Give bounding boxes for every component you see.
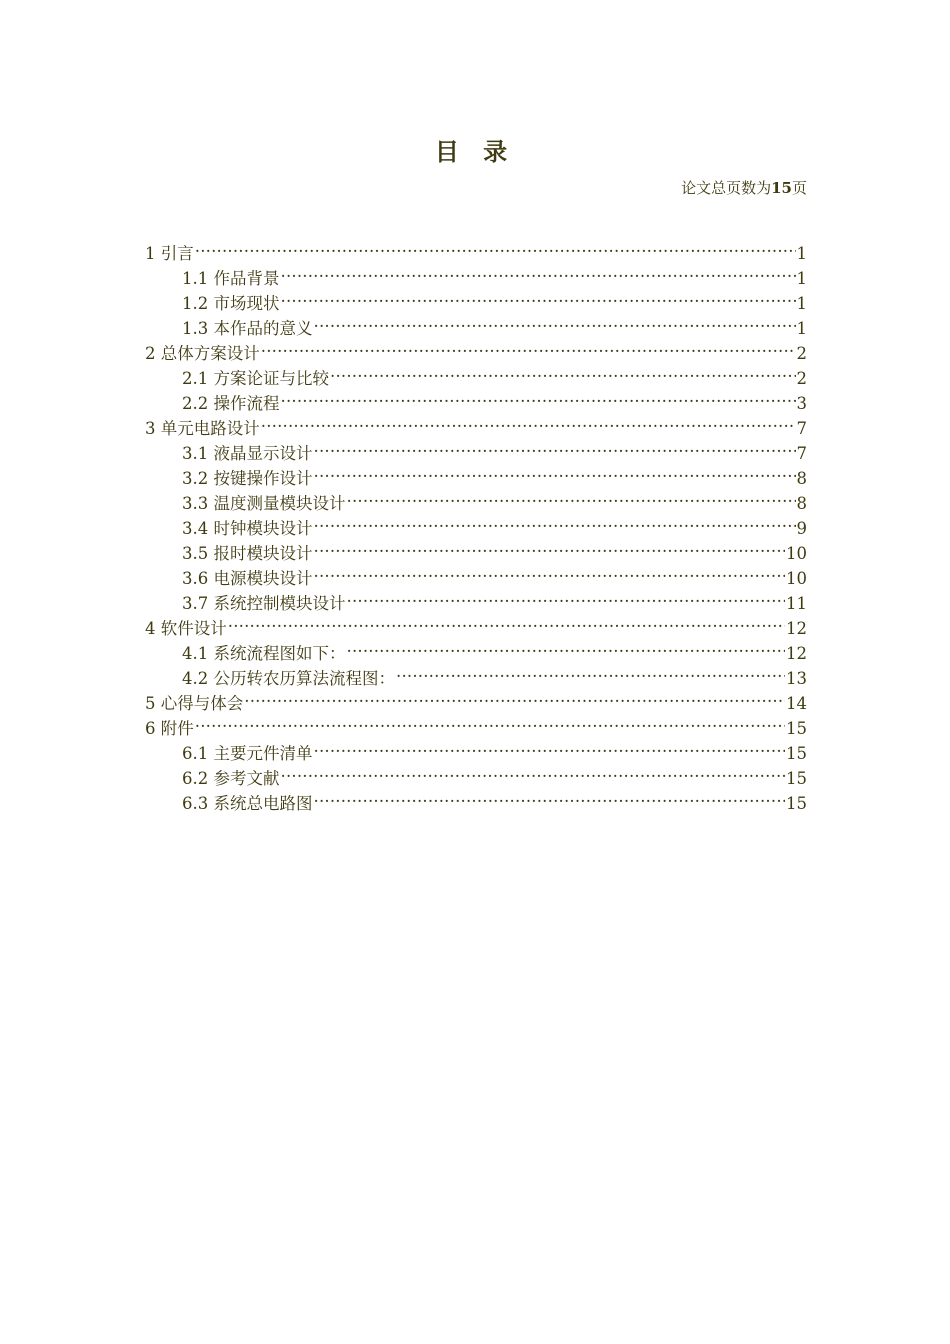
toc-dot-leader xyxy=(314,309,796,334)
toc-entry-label: 2 总体方案设计 xyxy=(145,344,260,363)
table-of-contents xyxy=(145,234,807,813)
page-count-note xyxy=(681,177,807,198)
toc-entry-page-number: 12 xyxy=(786,619,807,638)
toc-dot-leader xyxy=(330,359,796,384)
toc-entry-page-number: 9 xyxy=(796,519,807,538)
toc-entry-page-number: 2 xyxy=(796,344,807,363)
toc-dot-leader xyxy=(261,409,796,434)
page-count-suffix: 页 xyxy=(791,179,807,197)
toc-entry-label: 6.3 系统总电路图 xyxy=(182,794,313,813)
toc-entry-label: 3 单元电路设计 xyxy=(145,419,260,438)
page-count-number: 15 xyxy=(771,179,792,197)
toc-entry-page-number: 15 xyxy=(786,794,807,813)
toc-entry-page-number: 1 xyxy=(796,269,807,288)
toc-entry-label: 6.1 主要元件清单 xyxy=(182,744,313,763)
toc-entry-label: 3.7 系统控制模块设计 xyxy=(182,594,346,613)
toc-dot-leader xyxy=(396,659,785,684)
toc-entry-label: 6.2 参考文献 xyxy=(182,769,280,788)
toc-dot-leader xyxy=(314,734,786,759)
toc-entry[interactable] xyxy=(145,609,807,638)
toc-entry-label: 3.2 按键操作设计 xyxy=(182,469,313,488)
toc-dot-leader xyxy=(347,634,786,659)
toc-entry-label: 3.5 报时模块设计 xyxy=(182,544,313,563)
toc-entry-page-number: 2 xyxy=(796,369,807,388)
toc-dot-leader xyxy=(195,709,785,734)
toc-entry-page-number: 7 xyxy=(796,444,807,463)
toc-dot-leader xyxy=(195,234,796,259)
toc-entry[interactable] xyxy=(145,734,807,763)
toc-entry-label: 3.1 液晶显示设计 xyxy=(182,444,313,463)
toc-entry-label: 3.6 电源模块设计 xyxy=(182,569,313,588)
toc-entry[interactable] xyxy=(145,684,807,713)
toc-entry-label: 3.3 温度测量模块设计 xyxy=(182,494,346,513)
toc-entry-page-number: 11 xyxy=(786,594,807,613)
toc-entry-page-number: 10 xyxy=(786,544,807,563)
toc-dot-leader xyxy=(281,384,796,409)
toc-entry-label: 4.2 公历转农历算法流程图： xyxy=(182,669,395,688)
toc-dot-leader xyxy=(314,534,786,559)
toc-entry-page-number: 15 xyxy=(786,719,807,738)
toc-entry-label: 1 引言 xyxy=(145,244,194,263)
toc-entry-label: 2.2 操作流程 xyxy=(182,394,280,413)
toc-entry-label: 6 附件 xyxy=(145,719,194,738)
toc-dot-leader xyxy=(347,484,796,509)
toc-entry-page-number: 8 xyxy=(796,494,807,513)
toc-entry-label: 2.1 方案论证与比较 xyxy=(182,369,329,388)
toc-entry[interactable] xyxy=(145,634,807,663)
toc-entry[interactable] xyxy=(145,259,807,288)
toc-dot-leader xyxy=(314,784,786,809)
toc-dot-leader xyxy=(244,684,785,709)
toc-entry-page-number: 7 xyxy=(796,419,807,438)
toc-entry-label: 1.2 市场现状 xyxy=(182,294,280,313)
toc-dot-leader xyxy=(347,584,786,609)
toc-entry-page-number: 15 xyxy=(786,744,807,763)
toc-dot-leader xyxy=(281,759,786,784)
toc-entry-label: 1.1 作品背景 xyxy=(182,269,280,288)
toc-entry-label: 5 心得与体会 xyxy=(145,694,244,713)
toc-entry-page-number: 10 xyxy=(786,569,807,588)
toc-dot-leader xyxy=(228,609,785,634)
toc-entry-page-number: 14 xyxy=(786,694,807,713)
toc-entry-label: 3.4 时钟模块设计 xyxy=(182,519,313,538)
toc-dot-leader xyxy=(281,284,796,309)
toc-entry-label: 1.3 本作品的意义 xyxy=(182,319,313,338)
toc-title: 目 录 xyxy=(434,137,516,166)
toc-entry-page-number: 13 xyxy=(786,669,807,688)
toc-dot-leader xyxy=(281,259,796,284)
toc-entry[interactable] xyxy=(145,709,807,738)
toc-dot-leader xyxy=(261,334,796,359)
toc-entry-page-number: 15 xyxy=(786,769,807,788)
toc-entry-page-number: 1 xyxy=(796,319,807,338)
toc-dot-leader xyxy=(314,434,796,459)
toc-entry-page-number: 12 xyxy=(786,644,807,663)
toc-entry-label: 4 软件设计 xyxy=(145,619,227,638)
toc-entry-page-number: 1 xyxy=(796,294,807,313)
toc-entry-label: 4.1 系统流程图如下： xyxy=(182,644,346,663)
page-count-prefix: 论文总页数为 xyxy=(681,179,772,197)
toc-entry[interactable] xyxy=(145,234,807,263)
toc-dot-leader xyxy=(314,509,796,534)
toc-dot-leader xyxy=(314,459,796,484)
toc-entry-page-number: 1 xyxy=(796,244,807,263)
toc-entry-page-number: 3 xyxy=(796,394,807,413)
toc-dot-leader xyxy=(314,559,786,584)
toc-entry-page-number: 8 xyxy=(796,469,807,488)
